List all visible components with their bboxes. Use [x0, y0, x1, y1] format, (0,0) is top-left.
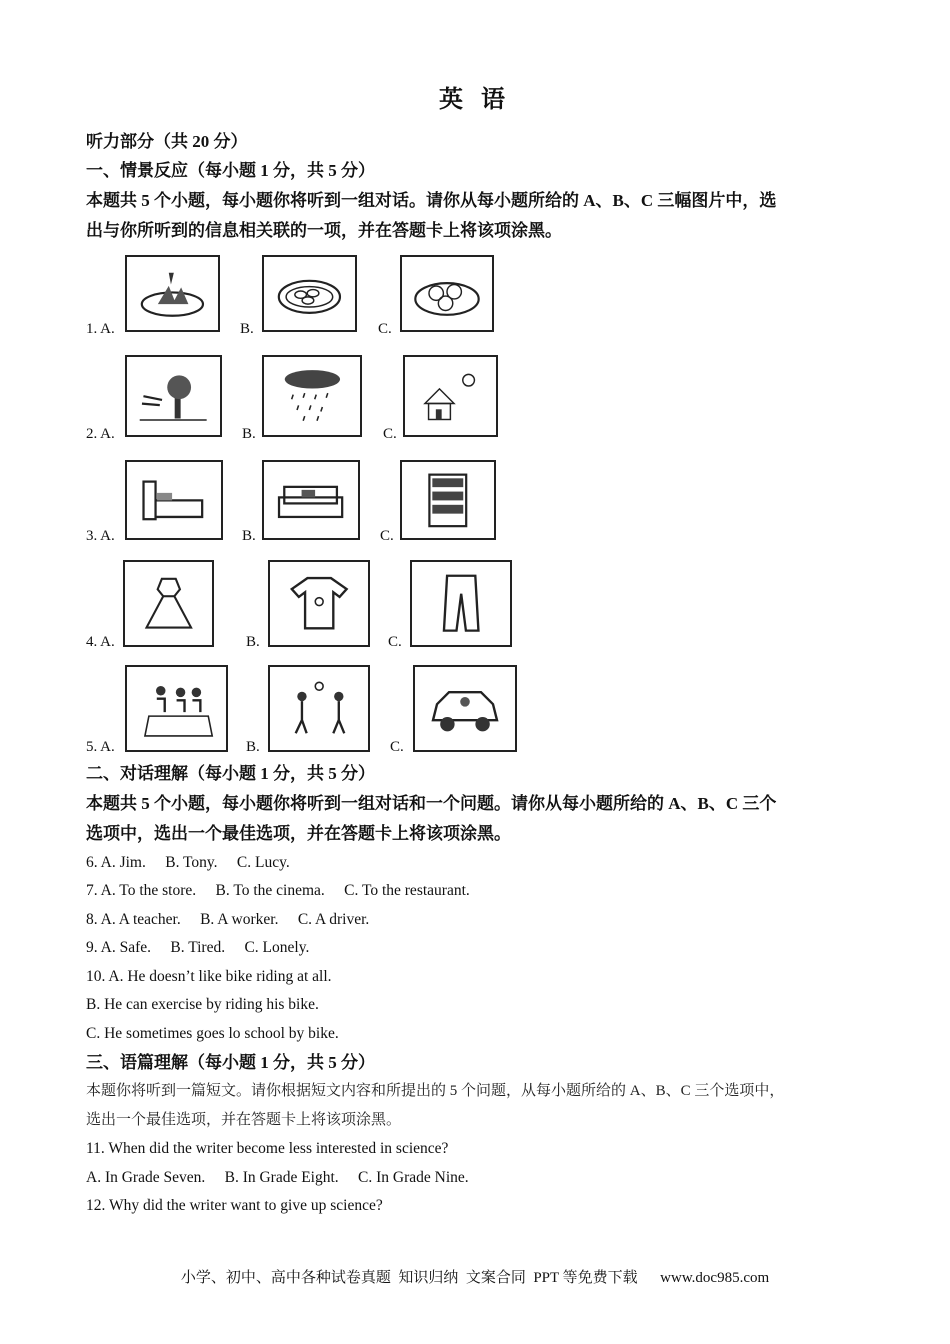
q3-label-b: B.: [242, 528, 256, 544]
trousers-picture: [410, 560, 512, 647]
question-10-option-b: B. He can exercise by riding his bike.: [86, 996, 319, 1013]
question-11-options: A. In Grade Seven. B. In Grade Eight. C. In Grade Nine.: [86, 1169, 469, 1186]
question-12: 12. Why did the writer want to give up science?: [86, 1197, 383, 1214]
q4-label-c: C.: [388, 634, 402, 650]
section1-heading: 一、情景反应（每小题 1 分，共 5 分）: [86, 161, 375, 180]
t-shirt-picture: [268, 560, 370, 647]
dumplings-plate-picture: [262, 255, 357, 332]
dress-picture: [123, 560, 214, 647]
windy-tree-picture: [125, 355, 222, 437]
sunny-house-picture: [403, 355, 498, 437]
q1-label-a: 1. A.: [86, 321, 115, 337]
q5-label-b: B.: [246, 739, 260, 755]
q3-label-a: 3. A.: [86, 528, 115, 544]
playing-ball-picture: [268, 665, 370, 752]
q1-label-b: B.: [240, 321, 254, 337]
car-picture: [413, 665, 517, 752]
section2-instruction-cont: 选项中，选出一个最佳选项，并在答题卡上将该项涂黑。: [86, 824, 511, 843]
question-9: 9. A. Safe. B. Tired. C. Lonely.: [86, 939, 310, 956]
section3-instruction: 本题你将听到一篇短文。请你根据短文内容和所提出的 5 个问题，从每小题所给的 A、B、C 三个选项中，: [86, 1083, 785, 1099]
q2-label-a: 2. A.: [86, 426, 115, 442]
question-10: 10. A. He doesn’t like bike riding at all.: [86, 968, 332, 985]
question-10-option-c: C. He sometimes goes lo school by bike.: [86, 1025, 339, 1042]
section1-instruction-cont: 出与你所听到的信息相关联的一项，并在答题卡上将该项涂黑。: [86, 221, 562, 240]
section2-heading: 二、对话理解（每小题 1 分，共 5 分）: [86, 764, 375, 783]
question-11: 11. When did the writer become less interested in science?: [86, 1140, 449, 1157]
rainy-cloud-picture: [262, 355, 362, 437]
picnic-picture: [125, 665, 228, 752]
zongzi-plate-picture: [125, 255, 220, 332]
q1-label-c: C.: [378, 321, 392, 337]
section3-heading: 三、语篇理解（每小题 1 分，共 5 分）: [86, 1053, 375, 1072]
section3-instruction-cont: 选出一个最佳选项，并在答题卡上将该项涂黑。: [86, 1112, 402, 1128]
footer: 小学、初中、高中各种试卷真题 知识归纳 文案合同 PPT 等免费下载 www.doc985.com: [180, 1270, 770, 1286]
q2-label-b: B.: [242, 426, 256, 442]
question-8: 8. A. A teacher. B. A worker. C. A driver.: [86, 911, 370, 928]
q5-label-c: C.: [390, 739, 404, 755]
sofa-picture: [262, 460, 360, 540]
bed-picture: [125, 460, 223, 540]
q5-label-a: 5. A.: [86, 739, 115, 755]
q3-label-c: C.: [380, 528, 394, 544]
listening-header: 听力部分（共 20 分）: [86, 132, 248, 151]
page-title: 英 语: [439, 87, 511, 113]
question-7: 7. A. To the store. B. To the cinema. C. To the restaurant.: [86, 882, 470, 899]
q4-label-a: 4. A.: [86, 634, 115, 650]
steamed-buns-plate-picture: [400, 255, 494, 332]
bookshelf-picture: [400, 460, 496, 540]
q4-label-b: B.: [246, 634, 260, 650]
section1-instruction: 本题共 5 个小题，每小题你将听到一组对话。请你从每小题所给的 A、B、C 三幅图片中，选: [86, 191, 777, 210]
q2-label-c: C.: [383, 426, 397, 442]
section2-instruction: 本题共 5 个小题，每小题你将听到一组对话和一个问题。请你从每小题所给的 A、B、C 三个: [86, 794, 777, 813]
question-6: 6. A. Jim. B. Tony. C. Lucy.: [86, 854, 290, 871]
